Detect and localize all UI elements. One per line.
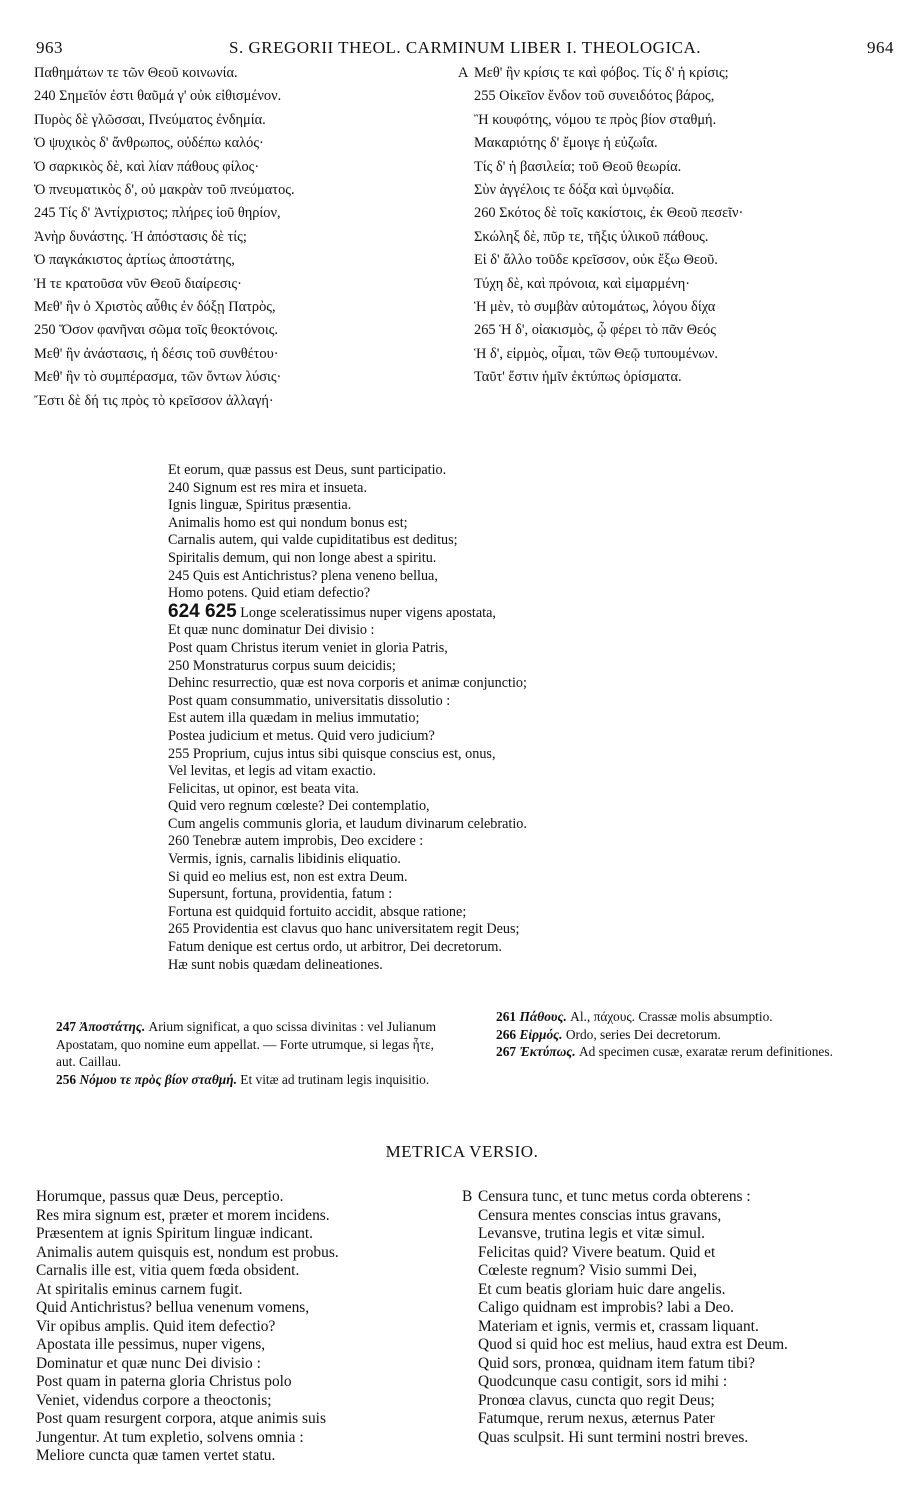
verse-line — [34, 226, 454, 249]
verse-line: Longe sceleratissimus nuper vigens apostata, — [240, 604, 496, 621]
footnote-number: 267 — [496, 1044, 517, 1059]
line-text: Quodcunque casu contigit, sors id mihi : — [478, 1373, 728, 1390]
verse-line — [36, 1244, 456, 1263]
verse-line — [36, 1447, 456, 1466]
verse-line — [168, 957, 748, 975]
line-text: Veniet, videndus corpore a theoctonis; — [36, 1391, 272, 1409]
metrical-version-right — [462, 1188, 902, 1447]
line-text: Μεθ' ἣν τὸ συμπέρασμα, τῶν ὄντων λύσις· — [34, 369, 282, 386]
verse-line — [462, 1262, 902, 1281]
verse-line — [36, 1410, 456, 1429]
line-text: Cœleste regnum? Visio summi Dei, — [478, 1262, 697, 1279]
verse-line — [458, 109, 888, 132]
column-numbers: 624 625 — [168, 600, 237, 622]
line-text: 240 Signum est res mira et insueta. — [168, 479, 367, 496]
verse-line — [458, 202, 888, 225]
footnote-text: Arium significat, a quo scissa divinitas : vel Julianum Apostatam, quo nomine eum appellat. — Forte utrumque, si legas ἦτε, aut. Caillau. — [56, 1019, 437, 1069]
line-text: Si quid eo melius est, non est extra Deum. — [168, 868, 408, 885]
section-title: METRICA VERSIO. — [385, 1142, 539, 1161]
line-text: 255 Οἰκεῖον ἔνδον τοῦ συνειδότος βάρος, — [474, 88, 715, 105]
metrical-version-left — [36, 1188, 456, 1466]
line-text: Vir opibus amplis. Quid item defectio? — [36, 1317, 276, 1335]
verse-line — [458, 179, 888, 202]
verse-line — [168, 904, 748, 922]
line-text: Dehinc resurrectio, quæ est nova corporis et animæ conjunctio; — [168, 675, 527, 692]
verse-line — [458, 132, 888, 155]
line-text: 250 Monstraturus corpus suum deicidis; — [168, 657, 396, 674]
line-text: Ἔστι δὲ δή τις πρὸς τὸ κρεῖσσον ἀλλαγή· — [34, 392, 274, 409]
verse-line — [458, 249, 888, 272]
verse-line — [34, 249, 454, 272]
verse-line — [458, 366, 888, 389]
footnotes-right — [496, 1008, 892, 1061]
verse-line — [462, 1188, 902, 1207]
verse-line — [462, 1429, 902, 1448]
running-header — [36, 38, 894, 62]
verse-line — [34, 366, 454, 389]
line-text: Fatumque, rerum nexus, æternus Pater — [478, 1410, 715, 1427]
footnote-term: Νόμου τε πρὸς βίον σταθμή. — [79, 1071, 237, 1087]
line-text: Vel levitas, et legis ad vitam exactio. — [168, 763, 377, 780]
verse-line — [34, 343, 454, 366]
verse-line — [458, 62, 888, 85]
line-text: Apostata ille pessimus, nuper vigens, — [36, 1336, 266, 1353]
line-text: Τίς δ' ἡ βασιλεία; τοῦ Θεοῦ θεωρία. — [474, 158, 682, 175]
line-text: Quid Antichristus? bellua venenum vomens, — [36, 1299, 310, 1316]
verse-line — [36, 1355, 456, 1374]
verse-line — [168, 568, 748, 586]
verse-line — [462, 1318, 902, 1337]
verse-line — [168, 798, 748, 816]
verse-line — [462, 1281, 902, 1300]
line-text: 260 Σκότος δὲ τοῖς κακίστοις, ἐκ Θεοῦ πεσεῖν· — [474, 205, 744, 222]
verse-line — [168, 550, 748, 568]
verse-line — [168, 497, 748, 515]
line-text: Ἡ τε κρατοῦσα νῦν Θεοῦ διαίρεσις· — [34, 275, 242, 292]
line-text: Πυρὸς δὲ γλῶσσαι, Πνεύματος ἐνδημία. — [34, 111, 266, 128]
column-marker-line — [168, 600, 748, 623]
line-text: Animalis homo est qui nondum bonus est; — [168, 514, 408, 531]
verse-line — [168, 693, 748, 711]
verse-line — [36, 1429, 456, 1448]
verse-line — [34, 319, 454, 342]
line-text: 250 Ὅσον φανῆναι σῶμα τοῖς θεοκτόνοις. — [34, 322, 279, 339]
verse-line — [168, 728, 748, 746]
verse-line — [168, 585, 748, 603]
line-text: Dominatur et quæ nunc Dei divisio : — [36, 1354, 261, 1372]
line-text: Ignis linguæ, Spiritus præsentia. — [168, 497, 352, 514]
verse-line — [462, 1355, 902, 1374]
line-text: Post quam in paterna gloria Christus polo — [36, 1373, 292, 1390]
verse-line — [34, 296, 454, 319]
verse-line — [168, 746, 748, 764]
verse-line — [462, 1373, 902, 1392]
verse-line — [36, 1336, 456, 1355]
footnote — [496, 1026, 892, 1044]
verse-line — [168, 939, 748, 957]
verse-line — [168, 921, 748, 939]
line-text: Horumque, passus quæ Deus, perceptio. — [36, 1188, 284, 1205]
line-text: Præsentem at ignis Spiritum linguæ indicant. — [36, 1225, 314, 1242]
verse-line — [462, 1392, 902, 1411]
line-text: Quas sculpsit. Hi sunt termini nostri breves. — [478, 1428, 749, 1446]
line-text: Μακαριότης δ' ἔμοιγε ἡ εὐζωΐα. — [474, 135, 658, 152]
verse-line — [34, 156, 454, 179]
verse-line — [36, 1392, 456, 1411]
verse-line — [168, 640, 748, 658]
verse-line — [34, 132, 454, 155]
line-text: At spiritalis eminus carnem fugit. — [36, 1280, 243, 1298]
verse-line — [36, 1373, 456, 1392]
verse-line — [168, 763, 748, 781]
verse-line — [168, 781, 748, 799]
verse-line — [36, 1188, 456, 1207]
line-text: Quid vero regnum cœleste? Dei contemplatio, — [168, 798, 430, 815]
verse-line — [168, 480, 748, 498]
line-text: Quid sors, pronœa, quidnam item fatum tibi? — [478, 1354, 755, 1372]
line-text: Ἡ δ', εἱρμὸς, οἶμαι, τῶν Θεῷ τυπουμένων. — [474, 345, 719, 362]
running-title: S. GREGORII THEOL. CARMINUM LIBER I. THEOLOGICA. — [229, 38, 701, 57]
line-text: 265 Ἡ δ', οἰακισμὸς, ᾧ φέρει τὸ πᾶν Θεός — [474, 322, 716, 339]
line-text: Fortuna est quidquid fortuito accidit, absque ratione; — [168, 903, 467, 920]
footnote — [56, 1071, 452, 1089]
verse-line — [462, 1244, 902, 1263]
verse-line — [458, 85, 888, 108]
footnote-number: 261 — [496, 1009, 517, 1024]
line-text: Hæ sunt nobis quædam delineationes. — [168, 956, 383, 973]
footnote — [496, 1008, 892, 1026]
verse-line — [458, 319, 888, 342]
line-text: Postea judicium et metus. Quid vero judicium? — [168, 727, 435, 744]
line-text: Ἢ κουφότης, νόμου τε πρὸς βίον σταθμή. — [474, 111, 717, 128]
verse-line — [168, 816, 748, 834]
line-text: Μεθ' ἣν ὁ Χριστὸς αὖθις ἐν δόξῃ Πατρὸς, — [34, 299, 276, 316]
line-text: Et quæ nunc dominatur Dei divisio : — [168, 622, 375, 639]
line-text: Carnalis ille est, vitia quem fœda obsident. — [36, 1262, 300, 1279]
greek-text-left-column — [34, 62, 454, 413]
line-text: Est autem illa quædam in melius immutatio; — [168, 710, 420, 727]
line-text: Σκώληξ δὲ, πῦρ τε, τῆξις ὑλικοῦ πάθους. — [474, 228, 709, 245]
line-text: Felicitas, ut opinor, est beata vita. — [168, 780, 359, 797]
verse-line — [458, 273, 888, 296]
verse-line — [34, 85, 454, 108]
verse-line — [462, 1225, 902, 1244]
verse-line — [168, 462, 748, 480]
line-text: Παθημάτων τε τῶν Θεοῦ κοινωνία. — [34, 65, 238, 81]
line-text: Et cum beatis gloriam huic dare angelis. — [478, 1280, 726, 1298]
line-text: Cum angelis communis gloria, et laudum divinarum celebratio. — [168, 815, 527, 832]
verse-line — [34, 109, 454, 132]
line-text: Pronœa clavus, cuncta quo regit Deus; — [478, 1391, 715, 1409]
footnote-term: Πάθους. — [519, 1009, 567, 1024]
line-text: Vermis, ignis, carnalis libidinis eliquatio. — [168, 851, 401, 868]
verse-line — [34, 390, 454, 413]
verse-line — [168, 851, 748, 869]
line-text: Μεθ' ἣν ἀνάστασις, ἡ δέσις τοῦ συνθέτου· — [34, 345, 279, 362]
verse-line — [168, 675, 748, 693]
verse-line — [168, 658, 748, 676]
line-text: 245 Τίς δ' Ἀντίχριστος; πλήρες ἰοῦ θηρίον, — [34, 205, 281, 222]
line-text: Carnalis autem, qui valde cupiditatibus est deditus; — [168, 532, 458, 549]
footnote-term: Εἱρμός. — [519, 1026, 563, 1042]
line-text: Ἡ μὲν, τὸ συμβὰν αὐτομάτως, λόγου δίχα — [474, 299, 716, 316]
footnote-number: 256 — [56, 1071, 77, 1087]
verse-line — [462, 1336, 902, 1355]
line-text: 255 Proprium, cujus intus sibi quisque conscius est, onus, — [168, 745, 496, 762]
line-text: Ὁ πνευματικὸς δ', οὐ μακρὰν τοῦ πνεύματος. — [34, 182, 295, 199]
footnote-number: 266 — [496, 1026, 517, 1042]
verse-line — [34, 202, 454, 225]
line-text: 260 Tenebræ autem improbis, Deo excidere : — [168, 833, 424, 850]
verse-line — [462, 1299, 902, 1318]
line-text: Post quam resurgent corpora, atque animis suis — [36, 1410, 326, 1427]
line-text: Τύχη δὲ, καὶ πρόνοια, καὶ εἱμαρμένη· — [474, 275, 691, 292]
verse-line — [168, 622, 748, 640]
verse-line — [458, 226, 888, 249]
line-text: Ὁ σαρκικὸς δὲ, καὶ λίαν πάθους φίλος· — [34, 158, 260, 175]
footnotes-left — [56, 1018, 452, 1088]
verse-line — [36, 1262, 456, 1281]
line-text: Animalis autem quisquis est, nondum est probus. — [36, 1243, 339, 1261]
line-text: Ὁ ψυχικὸς δ' ἄνθρωπος, οὐδέπω καλός· — [34, 135, 264, 152]
verse-line — [36, 1281, 456, 1300]
verse-line — [36, 1207, 456, 1226]
line-text: Post quam consummatio, universitatis dissolutio : — [168, 692, 451, 709]
verse-line — [458, 156, 888, 179]
verse-line — [168, 710, 748, 728]
footnote-text: Et vitæ ad trutinam legis inquisitio. — [236, 1071, 430, 1087]
line-text: Jungentur. At tum expletio, solvens omnia : — [36, 1428, 304, 1446]
footnote — [56, 1018, 452, 1071]
line-text: Σὺν ἀγγέλοις τε δόξα καὶ ὑμνῳδία. — [474, 182, 675, 199]
footnote — [496, 1043, 892, 1061]
footnote-number: 247 — [56, 1019, 77, 1034]
verse-line — [168, 886, 748, 904]
line-text: Quod si quid hoc est melius, haud extra est Deum. — [478, 1336, 788, 1353]
line-text: Homo potens. Quid etiam defectio? — [168, 585, 371, 602]
verse-line — [34, 179, 454, 202]
verse-line — [36, 1225, 456, 1244]
verse-line — [168, 833, 748, 851]
line-text: Levansve, trutina legis et vitæ simul. — [478, 1225, 705, 1242]
verse-line — [36, 1299, 456, 1318]
line-text: Meliore cuncta quæ tamen vertet statu. — [36, 1447, 276, 1464]
line-text: Post quam Christus iterum veniet in gloria Patris, — [168, 639, 448, 656]
verse-line — [168, 515, 748, 533]
line-text: Spiritalis demum, qui non longe abest a spiritu. — [168, 549, 437, 566]
verse-line — [462, 1207, 902, 1226]
footnote-term: Ἀποστάτης. — [79, 1019, 146, 1034]
footnote-term: Ἐκτύπως. — [519, 1044, 576, 1059]
verse-line — [168, 532, 748, 550]
page-number-left: 963 — [36, 38, 63, 57]
line-text: Ἀνὴρ δυνάστης. Ἡ ἀπόστασις δὲ τίς; — [34, 228, 247, 245]
verse-line — [36, 1318, 456, 1337]
line-text: 245 Quis est Antichristus? plena veneno bellua, — [168, 567, 438, 584]
line-text: Supersunt, fortuna, providentia, fatum : — [168, 886, 393, 903]
line-text: Materiam et ignis, vermis et, crassam liquant. — [478, 1317, 759, 1335]
verse-line — [168, 869, 748, 887]
column-letter-marker: A — [458, 65, 469, 81]
verse-line — [34, 273, 454, 296]
verse-line — [458, 296, 888, 319]
footnote-text: Al., πάχους. Crassæ molis absumptio. — [566, 1009, 773, 1024]
column-letter-marker: B — [462, 1188, 473, 1205]
greek-text-right-column — [458, 62, 888, 390]
line-text: Caligo quidnam est improbis? labi a Deo. — [478, 1299, 735, 1316]
verse-line — [34, 62, 454, 85]
verse-line — [462, 1410, 902, 1429]
line-text: Fatum denique est certus ordo, ut arbitror, Dei decretorum. — [168, 939, 502, 956]
line-text: 265 Providentia est clavus quo hanc universitatem regit Deus; — [168, 921, 520, 938]
line-text: Et eorum, quæ passus est Deus, sunt participatio. — [168, 462, 447, 478]
line-text: Felicitas quid? Vivere beatum. Quid et — [478, 1243, 716, 1261]
latin-translation — [168, 462, 748, 974]
line-text: Censura mentes conscias intus gravans, — [478, 1206, 722, 1224]
line-text: Censura tunc, et tunc metus corda obterens : — [478, 1188, 751, 1205]
line-text: Ταῦτ' ἔστιν ἡμῖν ἐκτύπως ὁρίσματα. — [474, 369, 682, 386]
line-text: Μεθ' ἣν κρίσις τε καὶ φόβος. Τίς δ' ἡ κρίσις; — [474, 65, 729, 81]
line-text: 240 Σημεῖόν ἐστι θαῦμά γ' οὐκ εἰθισμένον. — [34, 88, 282, 105]
verse-line — [458, 343, 888, 366]
line-text: Εἰ δ' ἄλλο τοῦδε κρεῖσσον, οὐκ ἔξω Θεοῦ. — [474, 252, 718, 269]
page-number-right: 964 — [867, 38, 894, 57]
line-text: Ὁ παγκάκιστος ἀρτίως ἀποστάτης, — [34, 252, 235, 269]
footnote-text: Ordo, series Dei decretorum. — [562, 1026, 721, 1042]
line-text: Res mira signum est, præter et morem incidens. — [36, 1206, 330, 1224]
footnote-text: Ad specimen cusæ, exaratæ rerum definitiones. — [575, 1044, 833, 1059]
